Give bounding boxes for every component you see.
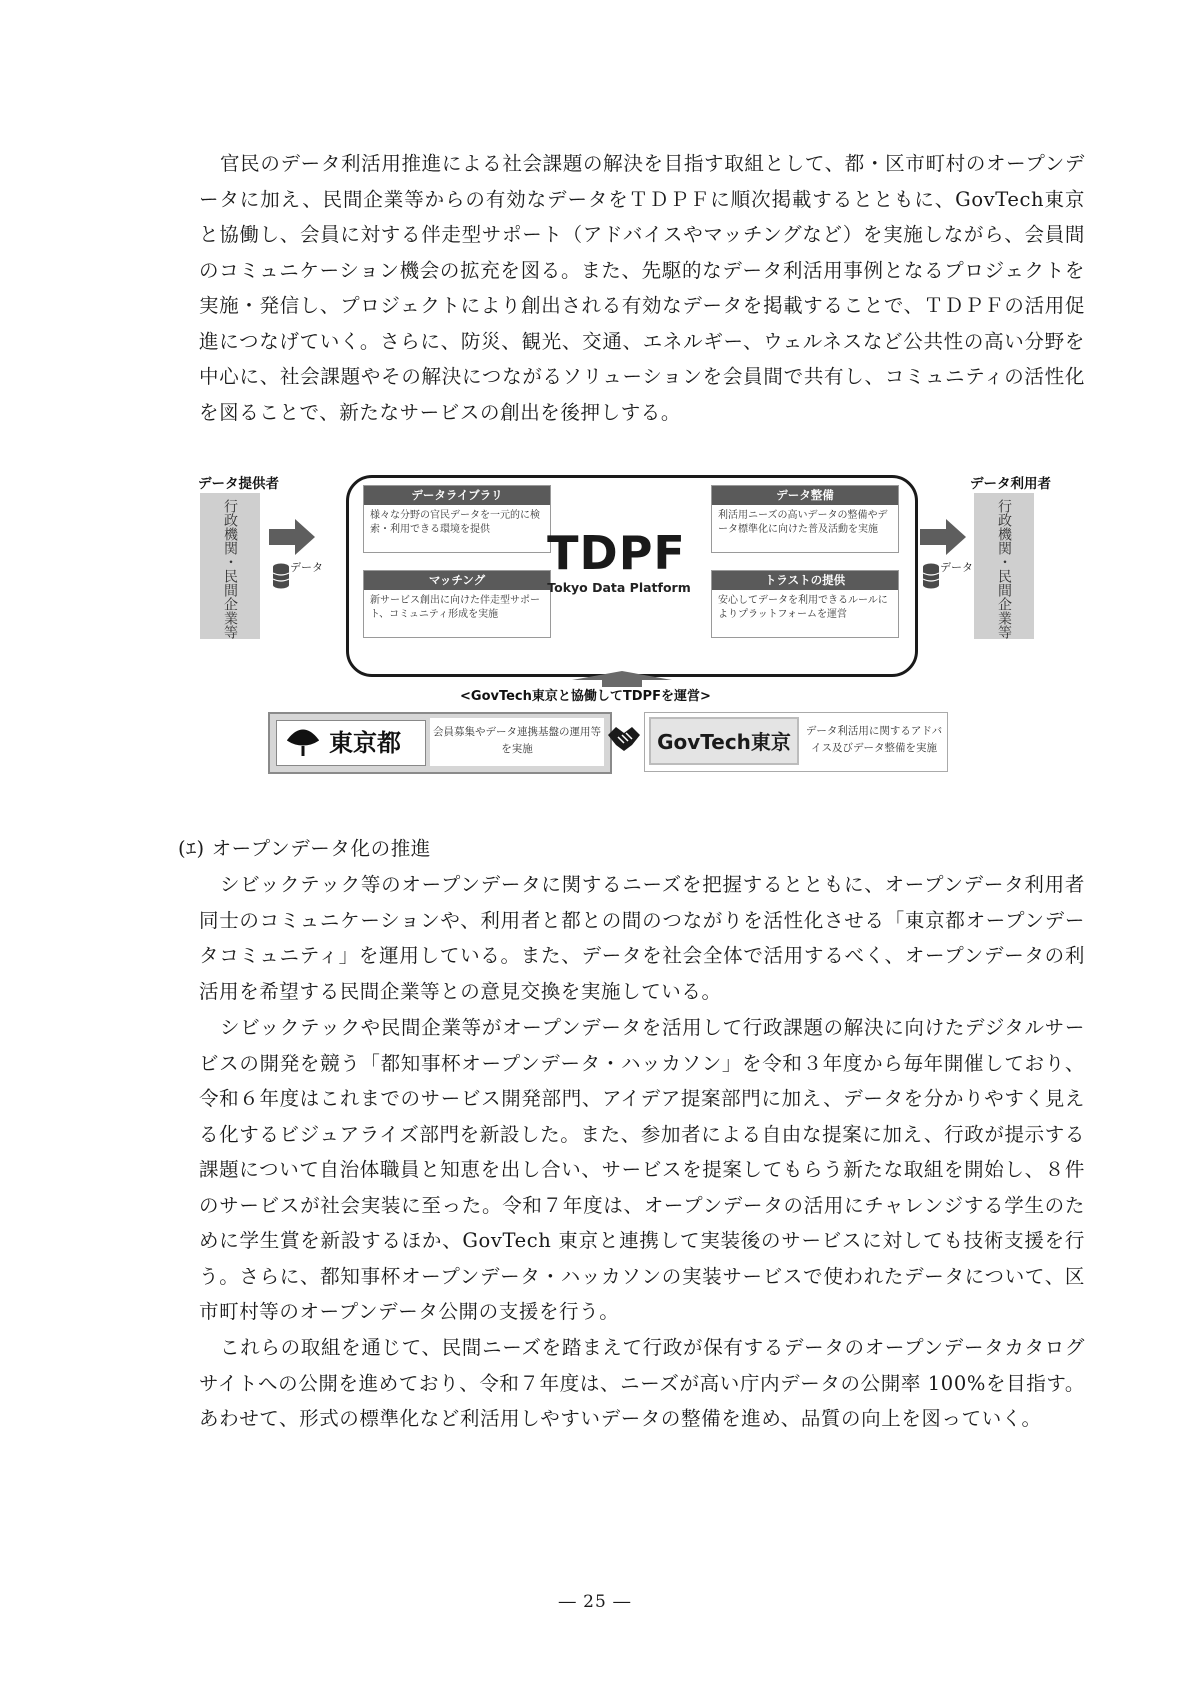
panel-body: 利活用ニーズの高いデータの整備やデータ標準化に向けた普及活動を実施 [718, 510, 888, 535]
provider-box-label: 行政機関・民間企業等 [222, 499, 238, 639]
panel-title: データ整備 [712, 486, 898, 505]
panel-body: 様々な分野の官民データを一元的に検索・利用できる環境を提供 [370, 510, 540, 535]
tokyo-logo [276, 720, 426, 766]
tokyo-group [268, 712, 612, 774]
tdpf-logo: TDPF [547, 526, 686, 580]
user-arrow-icon [920, 517, 970, 557]
opendata-paragraph-3: これらの取組を通じて、民間ニーズを踏まえて行政が保有するデータのオープンデータカタログサイトへの公開を進めており、令和７年度は、ニーズが高い庁内データの公開率 100%を目指す。あわせて、形式の標準化など利活用しやすいデータの整備を進め、品質の向上を図っていく。 [199, 1336, 1085, 1430]
user-box [974, 493, 1034, 639]
govtech-logo [649, 717, 799, 765]
intro-paragraph: 官民のデータ利活用推進による社会課題の解決を目指す取組として、都・区市町村のオープンデータに加え、民間企業等からの有効なデータをＴＤＰＦに順次掲載するとともに、GovTech東京と協働し、会員に対する伴走型サポート（アドバイスやマッチングなど）を実施しながら、会員間のコミュニケーション機会の拡充を図る。また、先駆的なデータ利活用事例となるプロジェクトを実施・発信し、プロジェクトにより創出される有効なデータを掲載することで、ＴＤＰＦの活用促進につなげていく。さらに、防災、観光、交通、エネルギー、ウェルネスなど公共性の高い分野を中心に、社会課題やその解決につながるソリューションを会員間で共有し、コミュニティの活性化を図ることで、新たなサービスの創出を後押しする。 [199, 152, 1085, 424]
panel-title: マッチング [364, 571, 550, 590]
user-database-icon [922, 563, 940, 589]
opendata-paragraph-1: シビックテック等のオープンデータに関するニーズを把握するとともに、オープンデータ利用者同士のコミュニケーションや、利用者と都との間のつながりを活性化させる「東京都オープンデータコミュニティ」を運用している。また、データを社会全体で活用するべく、オープンデータの利活用を希望する民間企業等との意見交換を実施している。 [199, 873, 1085, 1003]
panel-matching [363, 570, 551, 638]
user-title: データ利用者 [970, 476, 1051, 492]
page-number: ― 25 ― [558, 1592, 632, 1612]
tdpf-diagram [198, 475, 1051, 775]
govtech-description: データ利活用に関するアドバイス及びデータ整備を実施 [805, 725, 943, 754]
provider-title: データ提供者 [198, 476, 279, 492]
panel-body: 新サービス創出に向けた伴走型サポート、コミュニティ形成を実施 [370, 595, 540, 620]
tokyo-description: 会員募集やデータ連携基盤の運用等を実施 [430, 718, 604, 766]
provider-box [200, 493, 260, 639]
ginkgo-leaf-icon [287, 728, 319, 758]
tdpf-subtitle: Tokyo Data Platform [547, 580, 691, 595]
provider-arrow-icon [269, 517, 319, 557]
panel-title: トラストの提供 [712, 571, 898, 590]
user-box-label: 行政機関・民間企業等 [996, 499, 1012, 639]
govtech-name: GovTech東京 [657, 730, 791, 754]
provider-database-icon [272, 563, 290, 589]
tokyo-name: 東京都 [329, 729, 401, 757]
govtech-group [644, 712, 948, 772]
tdpf-platform-frame [346, 475, 918, 677]
handshake-icon [606, 719, 642, 755]
panel-trust [711, 570, 899, 638]
user-data-label: データ [940, 561, 973, 574]
opendata-paragraph-2: シビックテックや民間企業等がオープンデータを活用して行政課題の解決に向けたデジタルサービスの開発を競う「都知事杯オープンデータ・ハッカソン」を令和３年度から毎年開催しており、令和６年度はこれまでのサービス開発部門、アイデア提案部門に加え、データを分かりやすく見える化するビジュアライズ部門を新設した。また、参加者による自由な提案に加え、行政が提示する課題について自治体職員と知恵を出し合い、サービスを提案してもらう新たな取組を開始し、８件のサービスが社会実装に至った。令和７年度は、オープンデータの活用にチャレンジする学生のために学生賞を新設するほか、GovTech 東京と連携して実装後のサービスに対しても技術支援を行う。さらに、都知事杯オープンデータ・ハッカソンの実装サービスで使われたデータについて、区市町村等のオープンデータ公開の支援を行う。 [199, 1016, 1085, 1323]
panel-title: データライブラリ [364, 486, 550, 505]
panel-data-preparation [711, 485, 899, 553]
provider-data-label: データ [290, 561, 323, 574]
collab-caption: <GovTech東京と協働してTDPFを運営> [460, 689, 711, 704]
section-heading: (ｴ) オープンデータ化の推進 [178, 837, 431, 860]
panel-data-library [363, 485, 551, 553]
panel-body: 安心してデータを利用できるルールによりプラットフォームを運営 [718, 595, 888, 620]
